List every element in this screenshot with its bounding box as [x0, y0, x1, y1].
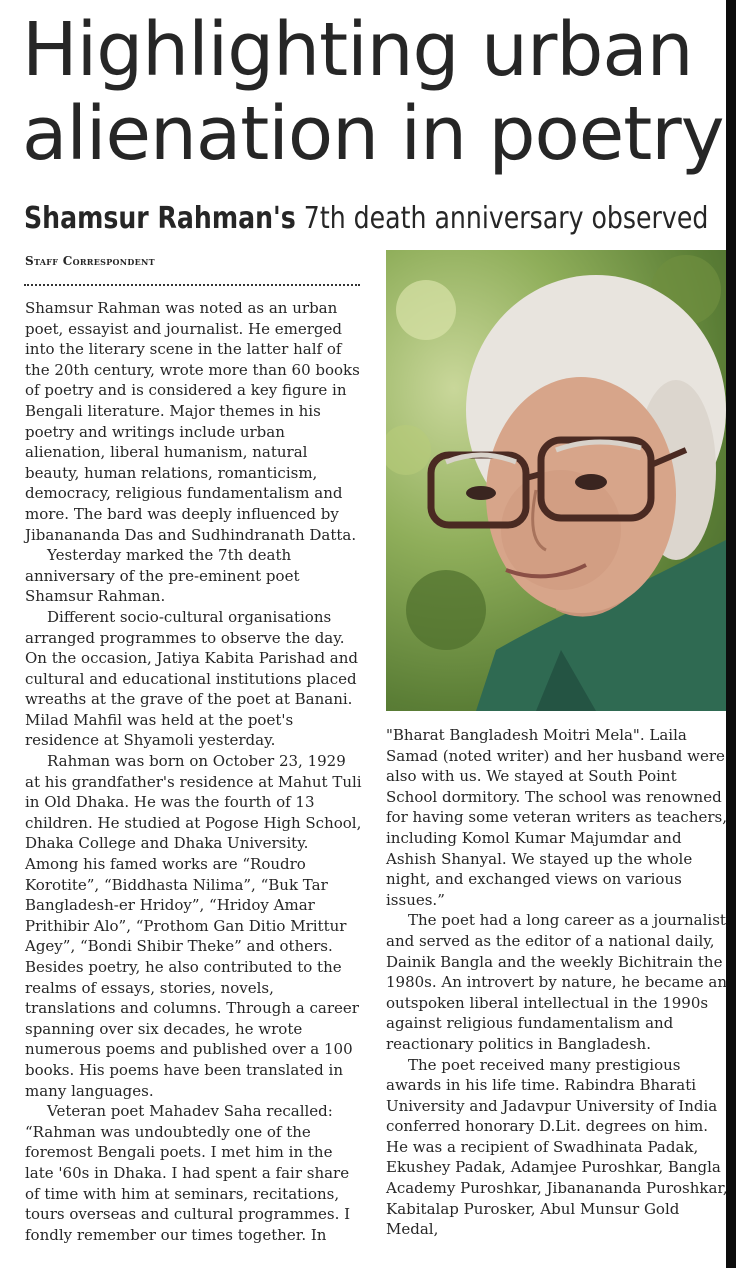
- paragraph: Different socio-cultural organisations arranged programmes to observe the day. On the occasion, Jatiya Kabita Parishad and cultural and educational institutions placed wreaths at the grave of the poet at Banani. Milad Mahfil was held at the poet's residence at Shyamoli yesterday.: [25, 607, 359, 750]
- subhead-text: 7th death anniversary observed: [303, 201, 709, 236]
- subheadline: [24, 199, 709, 239]
- headline-line-2: alienation in poetry: [22, 91, 724, 177]
- right-column: [386, 725, 728, 1240]
- paragraph: Yesterday marked the 7th death anniversary of the pre-eminent poet Shamsur Rahman.: [25, 546, 300, 606]
- paragraph: Shamsur Rahman was noted as an urban poet, essayist and journalist. He emerged into the literary scene in the latter half of the 20th century, wrote more than 60 books of poetry and is considered a key figure in Bengali literature. Major themes in his poetry and writings include urban alienation, liberal humanism, natural beauty, human relations, romanticism, democracy, religious fundamentalism and more. The bard was deeply influenced by Jibanananda Das and Sudhindranath Datta.: [25, 299, 360, 544]
- left-column: [25, 298, 365, 1245]
- paragraph: Rahman was born on October 23, 1929 at his grandfather's residence at Mahut Tuli in Old Dhaka. He was the fourth of 13 children. He studied at Pogose High School, Dhaka College and Dhaka University. Among his famed works are “Roudro Korotite”, “Biddhasta Nilima”, “Buk Tar Bangladesh-er Hridoy”, “Hridoy Amar Prithibir Alo”, “Prothom Gan Ditio Mrittur Agey”, “Bondi Shibir Theke” and others. Besides poetry, he also contributed to the realms of essays, stories, novels, translations and columns. Through a career spanning over six decades, he wrote numerous poems and published over a 100 books. His poems have been translated in many languages.: [25, 752, 362, 1100]
- subhead-name: Shamsur Rahman's: [24, 201, 296, 236]
- paragraph: Veteran poet Mahadev Saha recalled: “Rahman was undoubtedly one of the foremost Bengali poets. I met him in the late '60s in Dhaka. I had spent a fair share of time with him at seminars, recitations, tours overseas and cultural programmes. I fondly remember our times together. In: [25, 1102, 351, 1244]
- headline: [22, 8, 732, 176]
- paragraph: The poet received many prestigious awards in his life time. Rabindra Bharati University and Jadavpur University of India conferred honorary D.Lit. degrees on him. He was a recipient of Swadhinata Padak, Ekushey Padak, Adamjee Puroshkar, Bangla Academy Puroshkar, Jibanananda Puroshkar, Kabitalap Purosker, Abul Munsur Gold Medal,: [386, 1055, 728, 1239]
- byline: Staff Correspondent: [25, 254, 155, 268]
- dotted-divider: [24, 284, 360, 286]
- headline-line-1: Highlighting urban: [22, 7, 693, 93]
- paragraph: "Bharat Bangladesh Moitri Mela". Laila Samad (noted writer) and her husband were also with us. We stayed at South Point School dormitory. The school was renowned for having some veteran writers as teachers, including Komol Kumar Majumdar and Ashish Shanyal. We stayed up the whole night, and exchanged views on various issues.”: [386, 726, 728, 909]
- poet-portrait-photo: [386, 250, 726, 711]
- paragraph: The poet had a long career as a journalist and served as the editor of a national daily, Dainik Bangla and the weekly Bichitrain the 1980s. An introvert by nature, he became an outspoken liberal intellectual in the 1990s against religious fundamentalism and reactionary politics in Bangladesh.: [386, 911, 727, 1053]
